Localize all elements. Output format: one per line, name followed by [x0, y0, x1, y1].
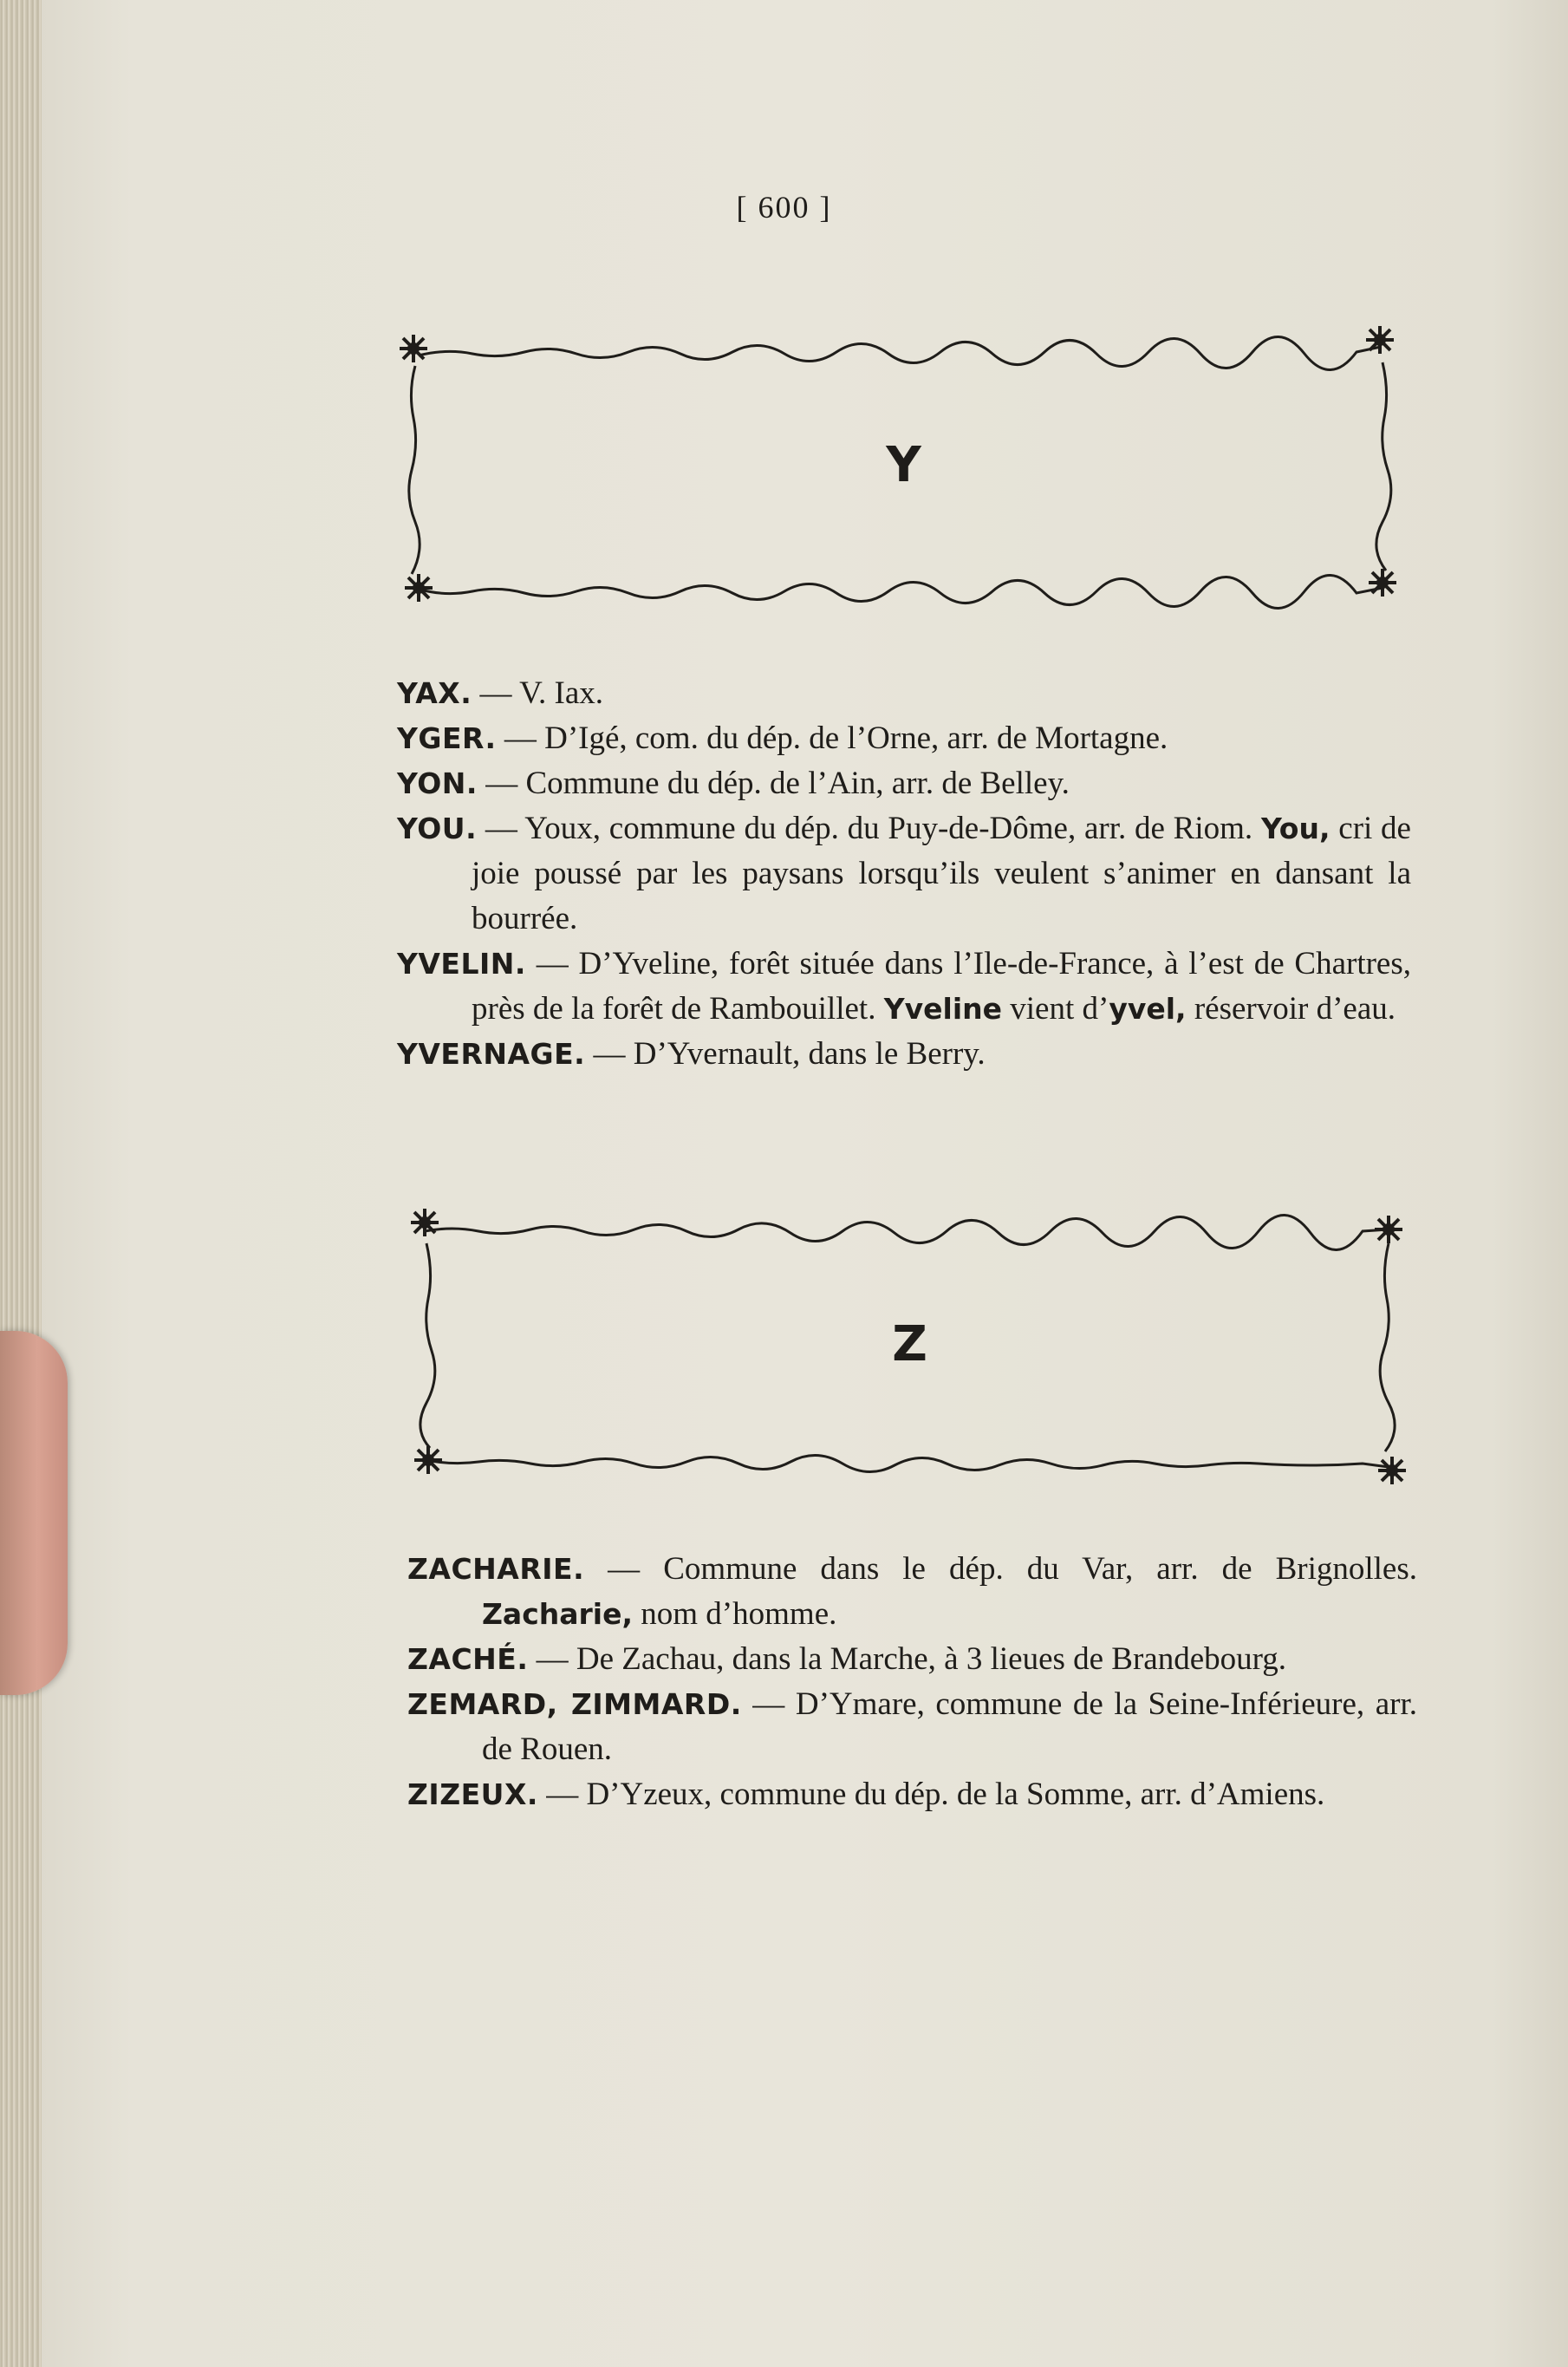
dictionary-entry	[407, 1637, 1417, 1682]
page-number: [ 600 ]	[736, 190, 832, 225]
entry-bold-word: Zacharie,	[482, 1597, 634, 1631]
entry-headword: ZIZEUX.	[407, 1777, 538, 1811]
holding-thumb	[0, 1331, 68, 1695]
entry-headword: YGER.	[397, 721, 497, 755]
entry-headword: YVERNAGE.	[397, 1037, 586, 1071]
section-frame-y	[394, 314, 1413, 619]
entry-text: — D’Ymare, commune de la Seine-Inférieure, arr. de Rouen.	[482, 1686, 1417, 1767]
entry-text: — De Zachau, dans la Marche, à 3 lieues de Brandebourg.	[528, 1641, 1287, 1677]
entry-text: nom d’homme.	[633, 1596, 837, 1632]
dictionary-entry	[397, 671, 1411, 716]
dictionary-entry	[397, 806, 1411, 942]
entry-headword: ZACHARIE.	[407, 1552, 585, 1586]
entries-z	[407, 1547, 1417, 1817]
dictionary-entry	[407, 1547, 1417, 1637]
entry-text: — D’Yvernault, dans le Berry.	[585, 1036, 986, 1072]
entry-text: — D’Yveline, forêt située dans l’Ile-de-France, à l’est de Chartres, près de la forêt de Rambouillet.	[472, 946, 1411, 1027]
entry-headword: YON.	[397, 766, 478, 800]
entry-text: — Youx, commune du dép. du Puy-de-Dôme, arr. de Riom.	[477, 811, 1261, 846]
book-page-edges	[0, 0, 42, 2367]
entry-text: — D’Yzeux, commune du dép. de la Somme, arr. d’Amiens.	[537, 1777, 1325, 1812]
entry-headword: ZACHÉ.	[407, 1642, 529, 1676]
entry-text: — Commune dans le dép. du Var, arr. de Brignolles.	[584, 1551, 1417, 1587]
dictionary-entry	[397, 716, 1411, 761]
entry-headword: YVELIN.	[397, 947, 526, 981]
entry-text: vient d’	[1002, 991, 1109, 1027]
entry-text: — D’Igé, com. du dép. de l’Orne, arr. de Mortagne.	[496, 721, 1168, 756]
section-letter: Y	[886, 437, 921, 493]
dictionary-entry	[397, 1032, 1411, 1077]
entry-bold-word: yvel,	[1109, 992, 1187, 1026]
dictionary-entry	[407, 1682, 1417, 1772]
entry-headword: ZEMARD, ZIMMARD.	[407, 1687, 742, 1721]
entry-text: cri de joie poussé par les paysans lorsqu’ils veulent s’animer en dansant la bourrée.	[472, 811, 1411, 936]
entry-headword: YOU.	[397, 812, 478, 845]
section-letter: Z	[892, 1316, 927, 1373]
dictionary-entry	[397, 942, 1411, 1032]
dictionary-entry	[407, 1772, 1417, 1817]
entry-text: — V. Iax.	[472, 675, 604, 711]
section-frame-z	[400, 1195, 1419, 1500]
dictionary-entry	[397, 761, 1411, 806]
entry-text: réservoir d’eau.	[1186, 991, 1396, 1027]
entry-text: — Commune du dép. de l’Ain, arr. de Belley.	[477, 766, 1070, 801]
entry-bold-word: Yveline	[883, 992, 1003, 1026]
entries-y	[397, 671, 1411, 1077]
entry-headword: YAX.	[397, 676, 472, 710]
entry-bold-word: You,	[1260, 812, 1331, 845]
